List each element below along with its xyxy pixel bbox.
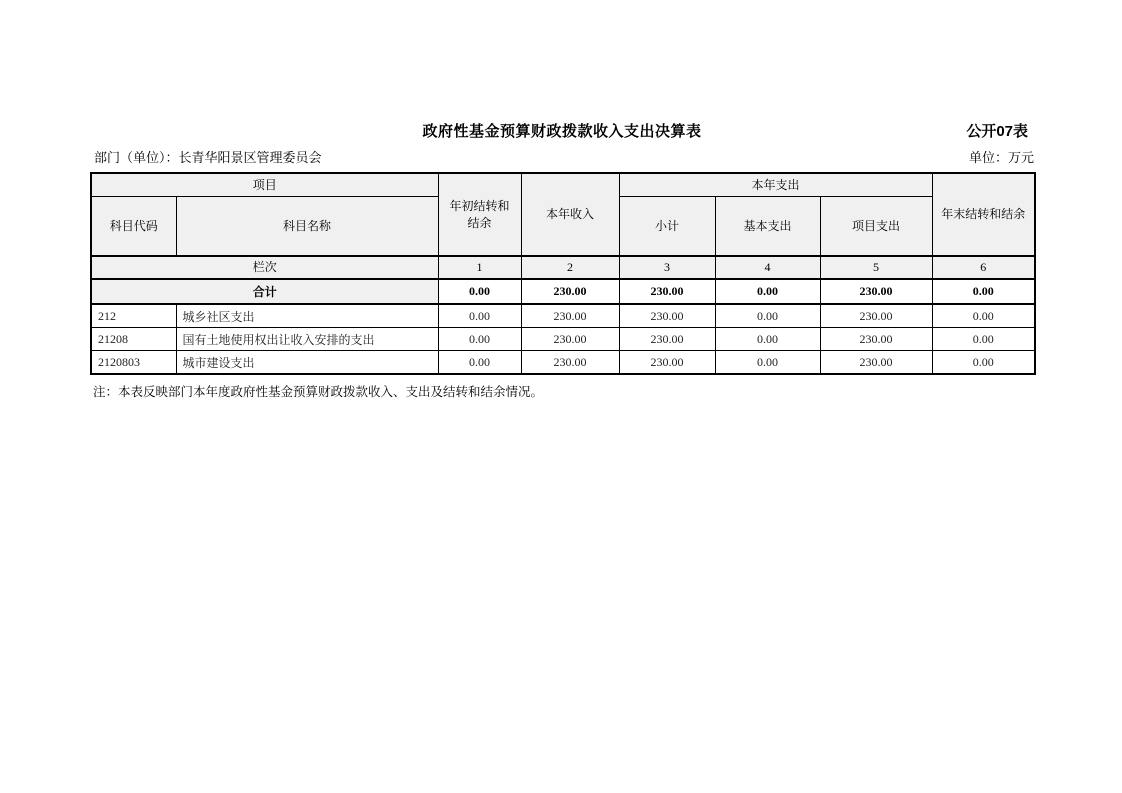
public-form-number: 公开07表 [966, 123, 1028, 140]
current-income-value: 230.00 [521, 351, 619, 375]
meta-line [90, 146, 1034, 166]
begin-balance-value: 0.00 [438, 328, 521, 351]
title-line [90, 120, 1034, 142]
table-row [91, 351, 1035, 375]
department-label: 部门（单位）：长青华阳景区管理委员会 [94, 150, 322, 165]
column-number-5: 5 [820, 256, 932, 279]
basic-expense-value: 0.00 [715, 304, 820, 328]
page-title: 政府性基金预算财政拨款收入支出决算表 [422, 123, 702, 140]
current-income-value: 230.00 [521, 328, 619, 351]
column-number-4: 4 [715, 256, 820, 279]
basic-expense-value: 0.00 [715, 351, 820, 375]
total-basic-expense: 0.00 [715, 279, 820, 304]
header-subject-code: 科目代码 [91, 197, 176, 257]
table-row [91, 304, 1035, 328]
column-number-6: 6 [932, 256, 1035, 279]
lanci-label: 栏次 [91, 256, 438, 279]
subtotal-value: 230.00 [619, 304, 715, 328]
header-begin-balance: 年初结转和结余 [438, 173, 521, 256]
subtotal-value: 230.00 [619, 328, 715, 351]
total-current-income: 230.00 [521, 279, 619, 304]
project-expense-value: 230.00 [820, 351, 932, 375]
begin-balance-value: 0.00 [438, 304, 521, 328]
table-note: 注：本表反映部门本年度政府性基金预算财政拨款收入、支出及结转和结余情况。 [93, 385, 544, 399]
header-project: 项目 [91, 173, 438, 197]
column-number-2: 2 [521, 256, 619, 279]
fiscal-table [90, 172, 1036, 375]
table-row [91, 328, 1035, 351]
subject-name: 城乡社区支出 [176, 304, 438, 328]
begin-balance-value: 0.00 [438, 351, 521, 375]
column-index-row [91, 256, 1035, 279]
header-current-expense: 本年支出 [619, 173, 932, 197]
project-expense-value: 230.00 [820, 304, 932, 328]
end-balance-value: 0.00 [932, 304, 1035, 328]
header-basic-expense: 基本支出 [715, 197, 820, 257]
column-number-1: 1 [438, 256, 521, 279]
header-end-balance: 年末结转和结余 [932, 173, 1035, 256]
subtotal-value: 230.00 [619, 351, 715, 375]
header-current-income: 本年收入 [521, 173, 619, 256]
total-project-expense: 230.00 [820, 279, 932, 304]
project-expense-value: 230.00 [820, 328, 932, 351]
unit-label: 单位：万元 [968, 150, 1034, 165]
header-row-1 [91, 173, 1035, 197]
total-end-balance: 0.00 [932, 279, 1035, 304]
total-begin-balance: 0.00 [438, 279, 521, 304]
end-balance-value: 0.00 [932, 328, 1035, 351]
header-project-expense: 项目支出 [820, 197, 932, 257]
subject-name: 城市建设支出 [176, 351, 438, 375]
column-number-3: 3 [619, 256, 715, 279]
end-balance-value: 0.00 [932, 351, 1035, 375]
header-subject-name: 科目名称 [176, 197, 438, 257]
current-income-value: 230.00 [521, 304, 619, 328]
total-label: 合计 [91, 279, 438, 304]
subject-name: 国有土地使用权出让收入安排的支出 [176, 328, 438, 351]
basic-expense-value: 0.00 [715, 328, 820, 351]
report-content [90, 120, 1034, 400]
header-subtotal: 小计 [619, 197, 715, 257]
total-row [91, 279, 1035, 304]
total-subtotal: 230.00 [619, 279, 715, 304]
subject-code: 2120803 [91, 351, 176, 375]
subject-code: 212 [91, 304, 176, 328]
subject-code: 21208 [91, 328, 176, 351]
